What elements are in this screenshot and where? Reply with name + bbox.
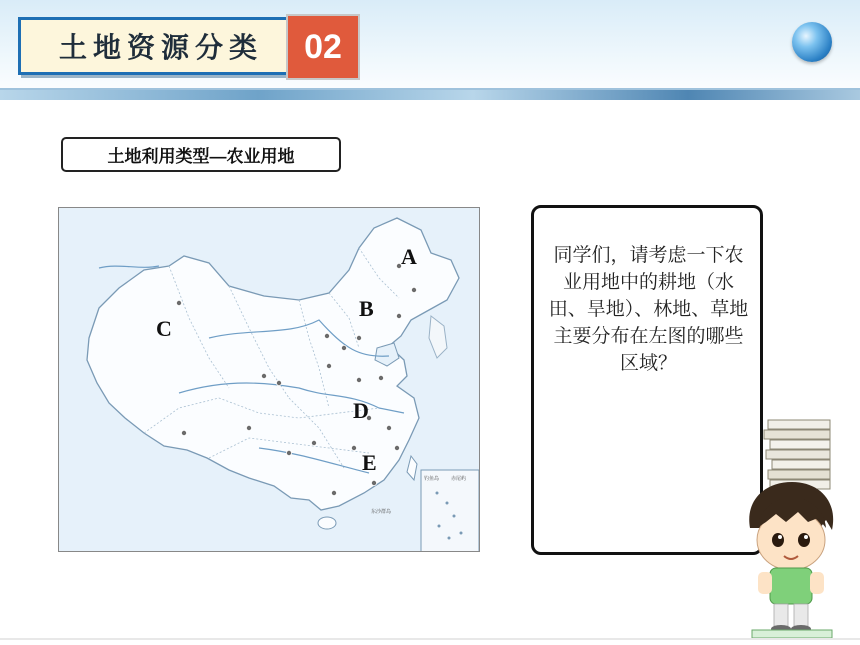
- header-wave: [0, 90, 860, 100]
- section-title-box: [18, 17, 293, 75]
- subtitle-box: [61, 137, 341, 172]
- books-stack-icon: [764, 420, 830, 489]
- section-number-box: [286, 14, 360, 80]
- china-map: [58, 207, 480, 552]
- footer-line: [0, 638, 860, 640]
- map-text-dongsha: 东沙群岛: [371, 509, 392, 515]
- boy-with-books-illustration: [740, 410, 850, 640]
- map-label-c: C: [156, 316, 172, 341]
- map-label-a: A: [401, 244, 417, 269]
- map-label-d: D: [353, 398, 369, 423]
- section-number: 02: [304, 27, 342, 66]
- map-text-chiwei: 赤尾屿: [451, 476, 467, 482]
- question-card: [531, 205, 763, 555]
- map-text-diaoyu: 钓鱼岛: [424, 476, 440, 482]
- map-label-e: E: [362, 450, 377, 475]
- section-title: 土地资源分类: [59, 31, 264, 64]
- subtitle-text: 土地利用类型—农业用地: [107, 147, 295, 166]
- globe-icon: [792, 22, 832, 62]
- question-text: 同学们，请考虑一下农业用地中的耕地（水田、旱地）、林地、草地主要分布在左图的哪些区域？: [548, 244, 749, 374]
- map-label-b: B: [359, 296, 374, 321]
